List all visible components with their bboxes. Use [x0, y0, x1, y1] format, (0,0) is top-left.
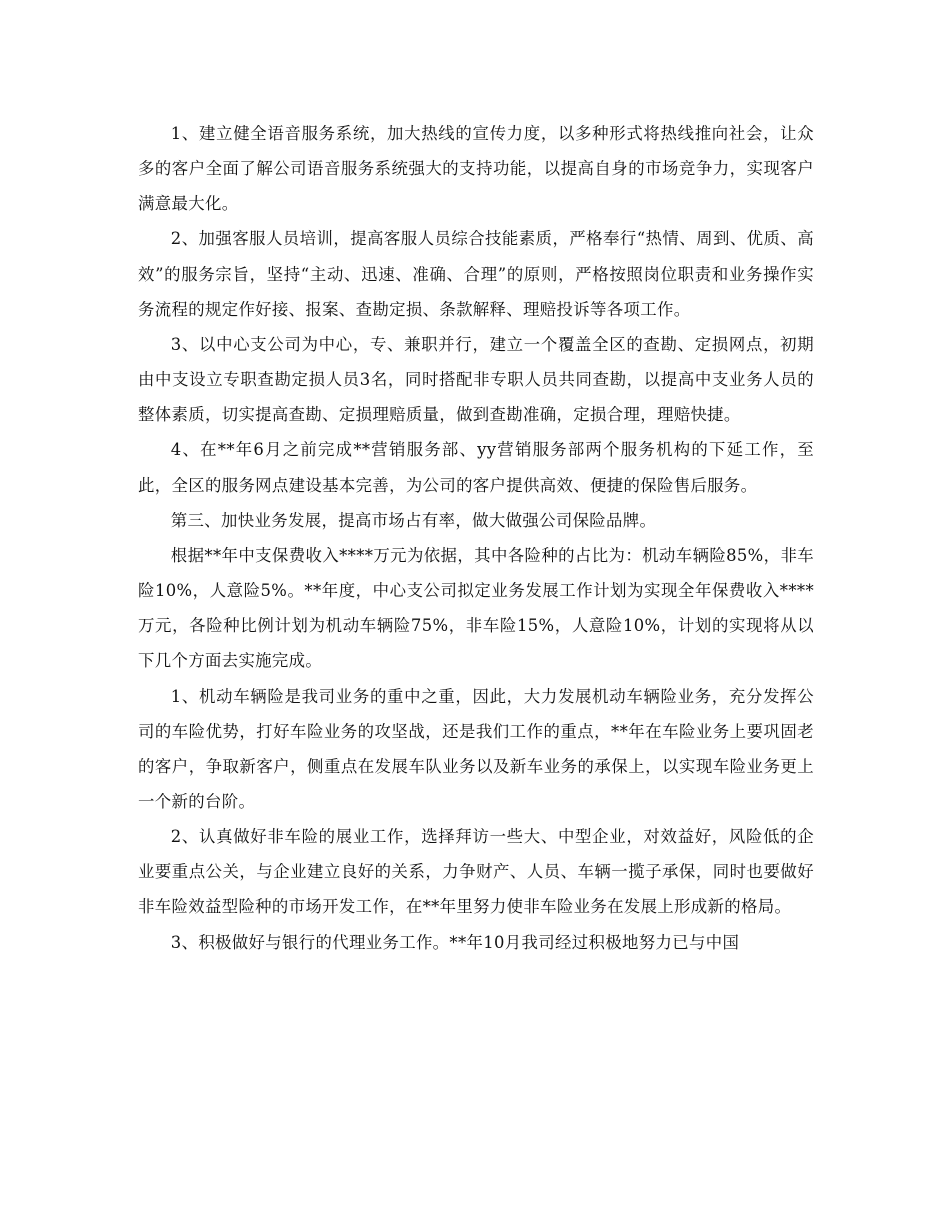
paragraph-bank-agency: 3、积极做好与银行的代理业务工作。**年10月我司经过积极地努力已与中国: [170, 932, 740, 952]
paragraph-motor-insurance: 1、机动车辆险是我司业务的重中之重，因此，大力发展机动车辆险业务，充分发挥公司的车险优势，打好车险业务的攻坚战，还是我们工作的重点，**年在车险业务上要巩固老的客户，争取新客户，侧重点在发展车队业务以及新车业务的承保上，以实现车险业务更上一个新的台阶。: [138, 686, 814, 811]
paragraph-non-motor-insurance: 2、认真做好非车险的展业工作，选择拜访一些大、中型企业，对效益好，风险低的企业要重点公关，与企业建立良好的关系，力争财产、人员、车辆一揽子承保，同时也要做好非车险效益型险种的市场开发工作，在**年里努力使非车险业务在发展上形成新的格局。: [138, 827, 814, 917]
paragraph-staff-training: 2、加强客服人员培训，提高客服人员综合技能素质，严格奉行“热情、周到、优质、高效”的服务宗旨，坚持“主动、迅速、准确、合理”的原则，严格按照岗位职责和业务操作实务流程的规定作好接、报案、查勘定损、条款解释、理赔投诉等各项工作。: [138, 229, 814, 319]
paragraph-service-outlets: 4、在**年6月之前完成**营销服务部、yy营销服务部两个服务机构的下延工作，至此，全区的服务网点建设基本完善，为公司的客户提供高效、便捷的保险售后服务。: [138, 440, 814, 495]
paragraph-premium-plan: 根据**年中支保费收入****万元为依据，其中各险种的占比为：机动车辆险85%，非车险10%，人意险5%。**年度，中心支公司拟定业务发展工作计划为实现全年保费收入****万元，各险种比例计划为机动车辆险75%，非车险15%，人意险10%，计划的实现将从以下几个方面去实施完成。: [138, 545, 814, 671]
paragraph-survey-network: 3、以中心支公司为中心，专、兼职并行，建立一个覆盖全区的查勘、定损网点，初期由中支设立专职查勘定损人员3名，同时搭配非专职人员共同查勘，以提高中支业务人员的整体素质，切实提高查勘、定损理赔质量，做到查勘准确，定损合理，理赔快捷。: [138, 334, 814, 425]
section-heading-business-development: 第三、加快业务发展，提高市场占有率，做大做强公司保险品牌。: [170, 510, 657, 530]
paragraph-voice-service-system: 1、建立健全语音服务系统，加大热线的宣传力度，以多种形式将热线推向社会，让众多的客户全面了解公司语音服务系统强大的支持功能，以提高自身的市场竞争力，实现客户满意最大化。: [138, 124, 814, 214]
document-body: [138, 116, 814, 960]
